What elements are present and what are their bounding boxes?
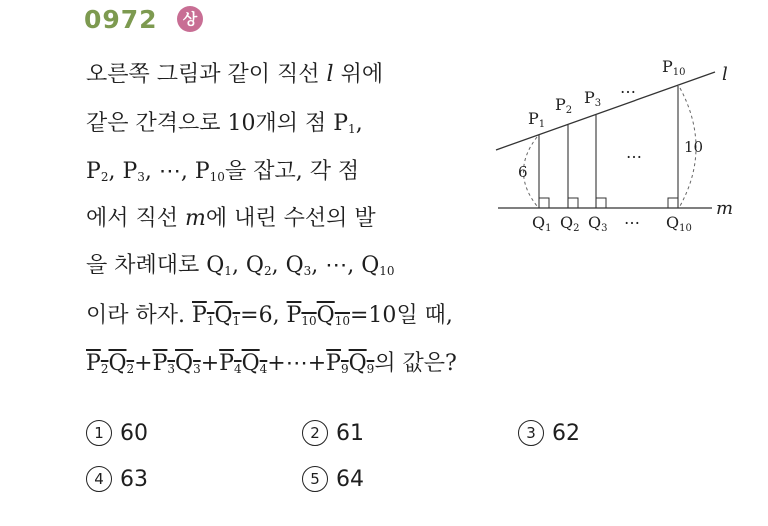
label-p1: P1 xyxy=(528,109,546,130)
choice-1[interactable]: 1 60 xyxy=(86,420,148,446)
label-p2: P2 xyxy=(555,95,573,116)
difficulty-badge: 상 xyxy=(177,6,203,32)
choice-5[interactable]: 5 64 xyxy=(302,466,364,492)
label-q2: Q2 xyxy=(560,213,580,234)
label-l: l xyxy=(722,64,728,85)
problem-number: 0972 xyxy=(84,5,158,34)
right-angle-q2 xyxy=(568,198,578,208)
label-dots-bottom: … xyxy=(624,209,640,228)
label-10: 10 xyxy=(684,138,704,156)
label-6: 6 xyxy=(518,163,528,181)
label-m: m xyxy=(716,198,734,219)
choice-3[interactable]: 3 62 xyxy=(518,420,580,446)
text-line-4: 에서 직선 m에 내린 수선의 발 xyxy=(86,206,376,231)
label-q3: Q3 xyxy=(588,213,608,234)
text-line-5: 을 차례대로 $Q_1$, $Q_2$, $Q_3$, ⋯, $Q_{10}$ xyxy=(86,253,395,278)
text-line-3: $P_2$, $P_3$, ⋯, $P_{10}$을 잡고, 각 점 xyxy=(86,159,360,184)
right-angle-q3 xyxy=(596,198,606,208)
text-line-6: 이라 하자. $P_1Q_1=6$, $P_{10}Q_{10}=10$일 때, xyxy=(86,303,453,328)
label-p3: P3 xyxy=(584,88,602,109)
text-line-7: $P_2Q_2+P_3Q_3+P_4Q_4+\cdots+P_9Q_9$의 값은? xyxy=(86,351,457,376)
right-angle-q10 xyxy=(668,198,678,208)
label-p10: P10 xyxy=(662,57,686,78)
label-q1: Q1 xyxy=(532,213,552,234)
text-line-2: 같은 간격으로 10개의 점 $P_1$, xyxy=(86,111,363,136)
label-q10: Q10 xyxy=(666,213,692,234)
label-dots-mid: … xyxy=(626,143,642,162)
choice-4[interactable]: 4 63 xyxy=(86,466,148,492)
choice-2[interactable]: 2 61 xyxy=(302,420,364,446)
right-angle-q1 xyxy=(539,198,549,208)
label-dots-top: … xyxy=(620,78,636,97)
text-line-1: 오른쪽 그림과 같이 직선 l 위에 xyxy=(86,62,384,87)
